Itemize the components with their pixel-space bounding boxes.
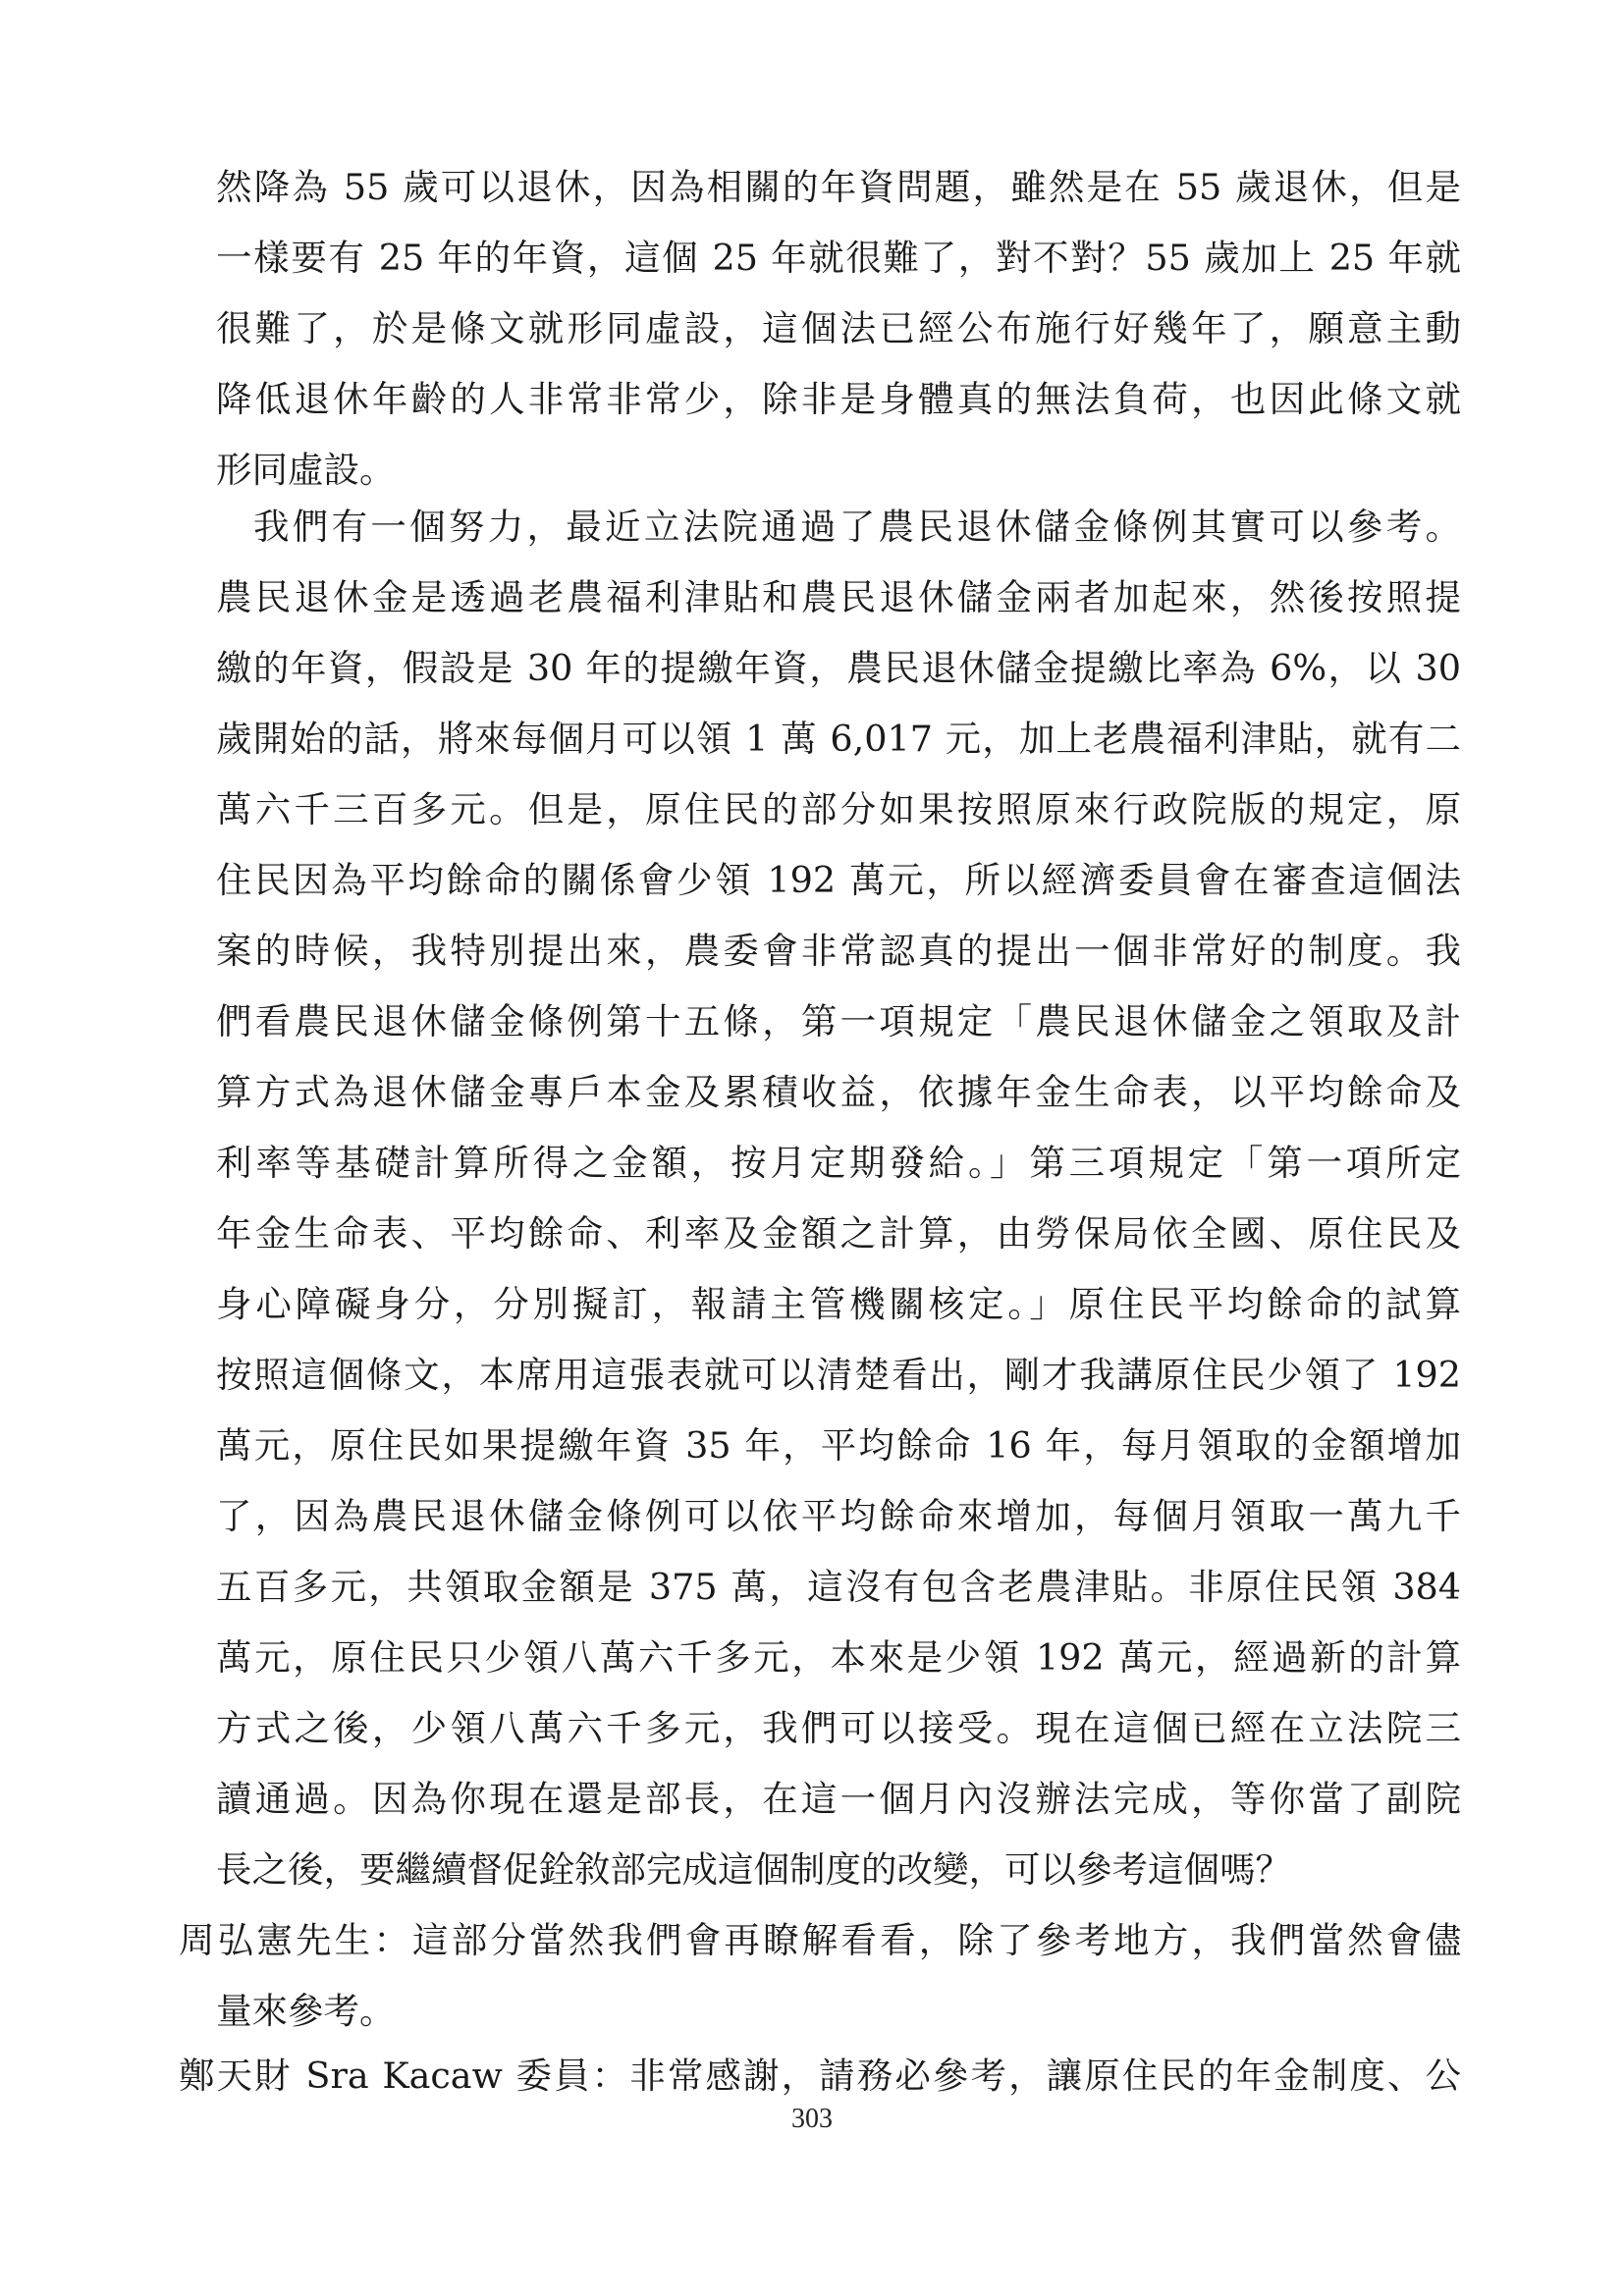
text-line: 算方式為退休儲金專戶本金及累積收益，依據年金生命表，以平均餘命及 bbox=[216, 1071, 1461, 1113]
text-line: 量來參考。 bbox=[216, 1990, 396, 2032]
text-line: 讀通過。因為你現在還是部長，在這一個月內沒辦法完成，等你當了副院 bbox=[216, 1778, 1461, 1820]
text-line: 然降為 55 歲可以退休，因為相關的年資問題，雖然是在 55 歲退休，但是 bbox=[216, 166, 1461, 208]
text-line: 利率等基礎計算所得之金額，按月定期發給。」第三項規定「第一項所定 bbox=[216, 1142, 1461, 1184]
text-line: 形同虛設。 bbox=[216, 449, 396, 491]
text-line: 萬六千三百多元。但是，原住民的部分如果按照原來行政院版的規定，原 bbox=[216, 788, 1461, 830]
page-number: 303 bbox=[791, 2104, 833, 2134]
text-line: 歲開始的話，將來每個月可以領 1 萬 6,017 元，加上老農福利津貼，就有二 bbox=[216, 718, 1461, 760]
text-line: 按照這個條文，本席用這張表就可以清楚看出，剛才我講原住民少領了 192 bbox=[216, 1354, 1461, 1396]
text-line: 萬元，原住民只少領八萬六千多元，本來是少領 192 萬元，經過新的計算 bbox=[216, 1636, 1461, 1679]
text-line: 案的時候，我特別提出來，農委會非常認真的提出一個非常好的制度。我 bbox=[216, 930, 1461, 972]
text-line: 住民因為平均餘命的關係會少領 192 萬元，所以經濟委員會在審查這個法 bbox=[216, 859, 1461, 901]
speaker-line: 周弘憲先生：這部分當然我們會再瞭解看看，除了參考地方，我們當然會儘 bbox=[179, 1919, 1461, 1961]
text-line: 萬元，原住民如果提繳年資 35 年，平均餘命 16 年，每月領取的金額增加 bbox=[216, 1424, 1461, 1467]
text-line: 了，因為農民退休儲金條例可以依平均餘命來增加，每個月領取一萬九千 bbox=[216, 1495, 1461, 1537]
text-line: 身心障礙身分，分別擬訂，報請主管機關核定。」原住民平均餘命的試算 bbox=[216, 1283, 1461, 1325]
text-line: 五百多元，共領取金額是 375 萬，這沒有包含老農津貼。非原住民領 384 bbox=[216, 1566, 1461, 1608]
text-line: 一樣要有 25 年的年資，這個 25 年就很難了，對不對？55 歲加上 25 年就 bbox=[216, 237, 1461, 279]
speaker-line: 鄭天財 Sra Kacaw 委員：非常感謝，請務必參考，讓原住民的年金制度、公 bbox=[179, 2055, 1461, 2097]
text-line: 很難了，於是條文就形同虛設，這個法已經公布施行好幾年了，願意主動 bbox=[216, 307, 1461, 349]
text-line: 我們有一個努力，最近立法院通過了農民退休儲金條例其實可以參考。 bbox=[253, 506, 1461, 548]
text-line: 方式之後，少領八萬六千多元，我們可以接受。現在這個已經在立法院三 bbox=[216, 1707, 1461, 1749]
text-line: 降低退休年齡的人非常非常少，除非是身體真的無法負荷，也因此條文就 bbox=[216, 378, 1461, 420]
text-line: 繳的年資，假設是 30 年的提繳年資，農民退休儲金提繳比率為 6%，以 30 bbox=[216, 647, 1461, 689]
text-line: 長之後，要繼續督促銓敘部完成這個制度的改變，可以參考這個嗎？ bbox=[216, 1848, 1291, 1891]
text-line: 們看農民退休儲金條例第十五條，第一項規定「農民退休儲金之領取及計 bbox=[216, 1000, 1461, 1042]
text-line: 農民退休金是透過老農福利津貼和農民退休儲金兩者加起來，然後按照提 bbox=[216, 576, 1461, 618]
text-line: 年金生命表、平均餘命、利率及金額之計算，由勞保局依全國、原住民及 bbox=[216, 1212, 1461, 1255]
